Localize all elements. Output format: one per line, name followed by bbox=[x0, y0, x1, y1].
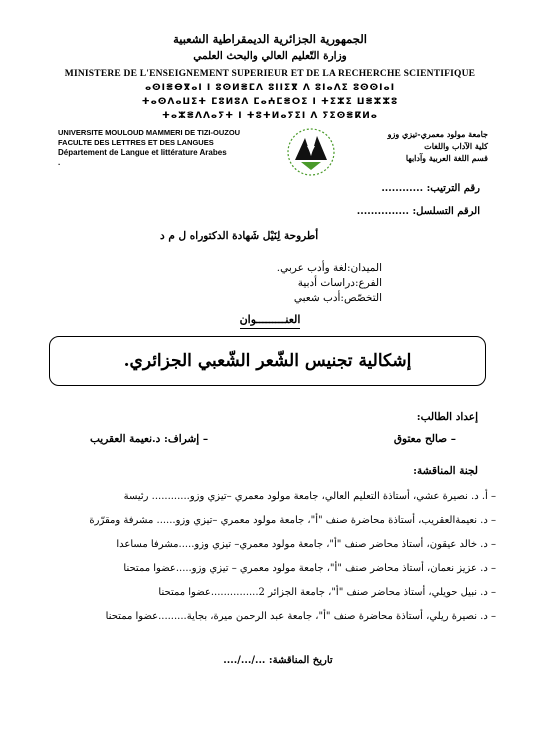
thesis-title: إشكالية تجنيس الشّعر الشّعبي الجزائري. bbox=[123, 351, 412, 371]
department-name-fr: Département de Langue et littérature Arabes bbox=[58, 148, 227, 157]
thesis-type: أطروحة لِنَيْل شَهادة الدكتوراه ل م د bbox=[160, 230, 319, 242]
field-domain: الميدان:لغة وأدب عربي. bbox=[276, 262, 382, 274]
committee-member: – أ. د. نصيرة عشي، أستاذة التعليم العالي، جامعة مولود معمري –تيزي وزو............ رئيسة bbox=[123, 491, 496, 502]
title-box bbox=[49, 336, 486, 386]
supervisor-name: – إشراف: د.نعيمة العقريب bbox=[90, 433, 209, 445]
faculty-tifinagh: ⵜⴰⵣⴻⴷⴷⴰⵢⵜ ⵏ ⵜⵓⵜⵍⴰⵢⵉⵏ ⴷ ⵢⵉⵙⴻⴽⵍⴰ bbox=[162, 111, 378, 121]
department-name-ar: قسم اللغة العربية وآدابها bbox=[405, 153, 488, 163]
ministry-french: MINISTERE DE L'ENSEIGNEMENT SUPERIEUR ET DE LA RECHERCHE SCIENTIFIQUE bbox=[64, 69, 476, 79]
preparation-label: إعداد الطالب: bbox=[416, 411, 478, 423]
defense-date: تاريخ المناقشة: .../.../.... bbox=[223, 655, 333, 666]
republic-header: الجمهورية الجزائرية الديمقراطية الشعبية bbox=[173, 32, 367, 46]
rank-number: رقم الترتيب: ............ bbox=[381, 183, 480, 194]
university-french-block bbox=[58, 128, 258, 167]
serial-number: الرقم التسلسل: ............... bbox=[356, 206, 480, 217]
committee-member: – د. نعيمةالعقريب، أستاذة محاضرة صنف "أ"، جامعة مولود معمري –تيزي وزو...... مشرفة ومقرّرة bbox=[89, 515, 496, 526]
field-info bbox=[277, 261, 382, 306]
committee-list bbox=[26, 485, 496, 629]
university-name-ar: جامعة مولود معمري-تيزي وزو bbox=[387, 129, 488, 139]
committee-member: – د. نصيرة ريلي، أستاذة محاضرة صنف "أ"، جامعة عبد الرحمن ميرة، بجاية.........عضوا ممتحنا bbox=[105, 611, 496, 622]
committee-member: – د. خالد عيقون، أستاذ محاضر صنف "أ"، جامعة مولود معمري– تيزي وزو.....مشرفا مساعدا bbox=[116, 539, 496, 550]
faculty-name-ar: كلية الآداب واللغات bbox=[424, 141, 488, 151]
field-branch: الفرع:دراسات أدبية bbox=[297, 277, 382, 289]
committee-member: – د. عزيز نعمان، أستاذ محاضر صنف "أ"، جامعة مولود معمري – تيزي وزو.....عضوا ممتحنا bbox=[123, 563, 496, 574]
ministry-arabic: وزارة التّعليم العالي والبحث العلمي bbox=[193, 50, 347, 62]
university-arabic-block bbox=[318, 128, 488, 164]
ministry-tifinagh: ⴰⵙⵏⴻⴱⴳⴰⵏ ⵏ ⵓⵙⵍⴻⵎⴷ ⵓⵏⵏⵉⴳ ⴷ ⵓⵏⴰⴷⵉ ⵓⵙⵙⵏⴰⵏ bbox=[144, 83, 396, 93]
university-tifinagh: ⵜⴰⵙⴷⴰⵡⵉⵜ ⵎⵓⵍⵓⴷ ⵎⴰⵄⵎⴻⵔⵉ ⵏ ⵜⵉⵣⵉ ⵡⴻⵣⵣⵓ bbox=[141, 97, 399, 107]
title-underline bbox=[240, 328, 300, 329]
stray-dot: . bbox=[58, 158, 61, 167]
student-name: – صالح معتوق bbox=[393, 433, 456, 445]
committee-member: – د. نبيل حويلي، أستاذ محاضر صنف "أ"، جامعة الجزائر 2...............عضوا ممتحنا bbox=[158, 587, 496, 598]
field-specialty: التخصّص:أدب شعبي bbox=[293, 292, 382, 304]
committee-label: لجنة المناقشة: bbox=[413, 465, 478, 477]
faculty-name-fr: FACULTE DES LETTRES ET DES LANGUES bbox=[58, 138, 214, 147]
university-name-fr: UNIVERSITE MOULOUD MAMMERI DE TIZI-OUZOU bbox=[58, 128, 241, 137]
title-label: العنـــــــــوان bbox=[239, 313, 301, 326]
